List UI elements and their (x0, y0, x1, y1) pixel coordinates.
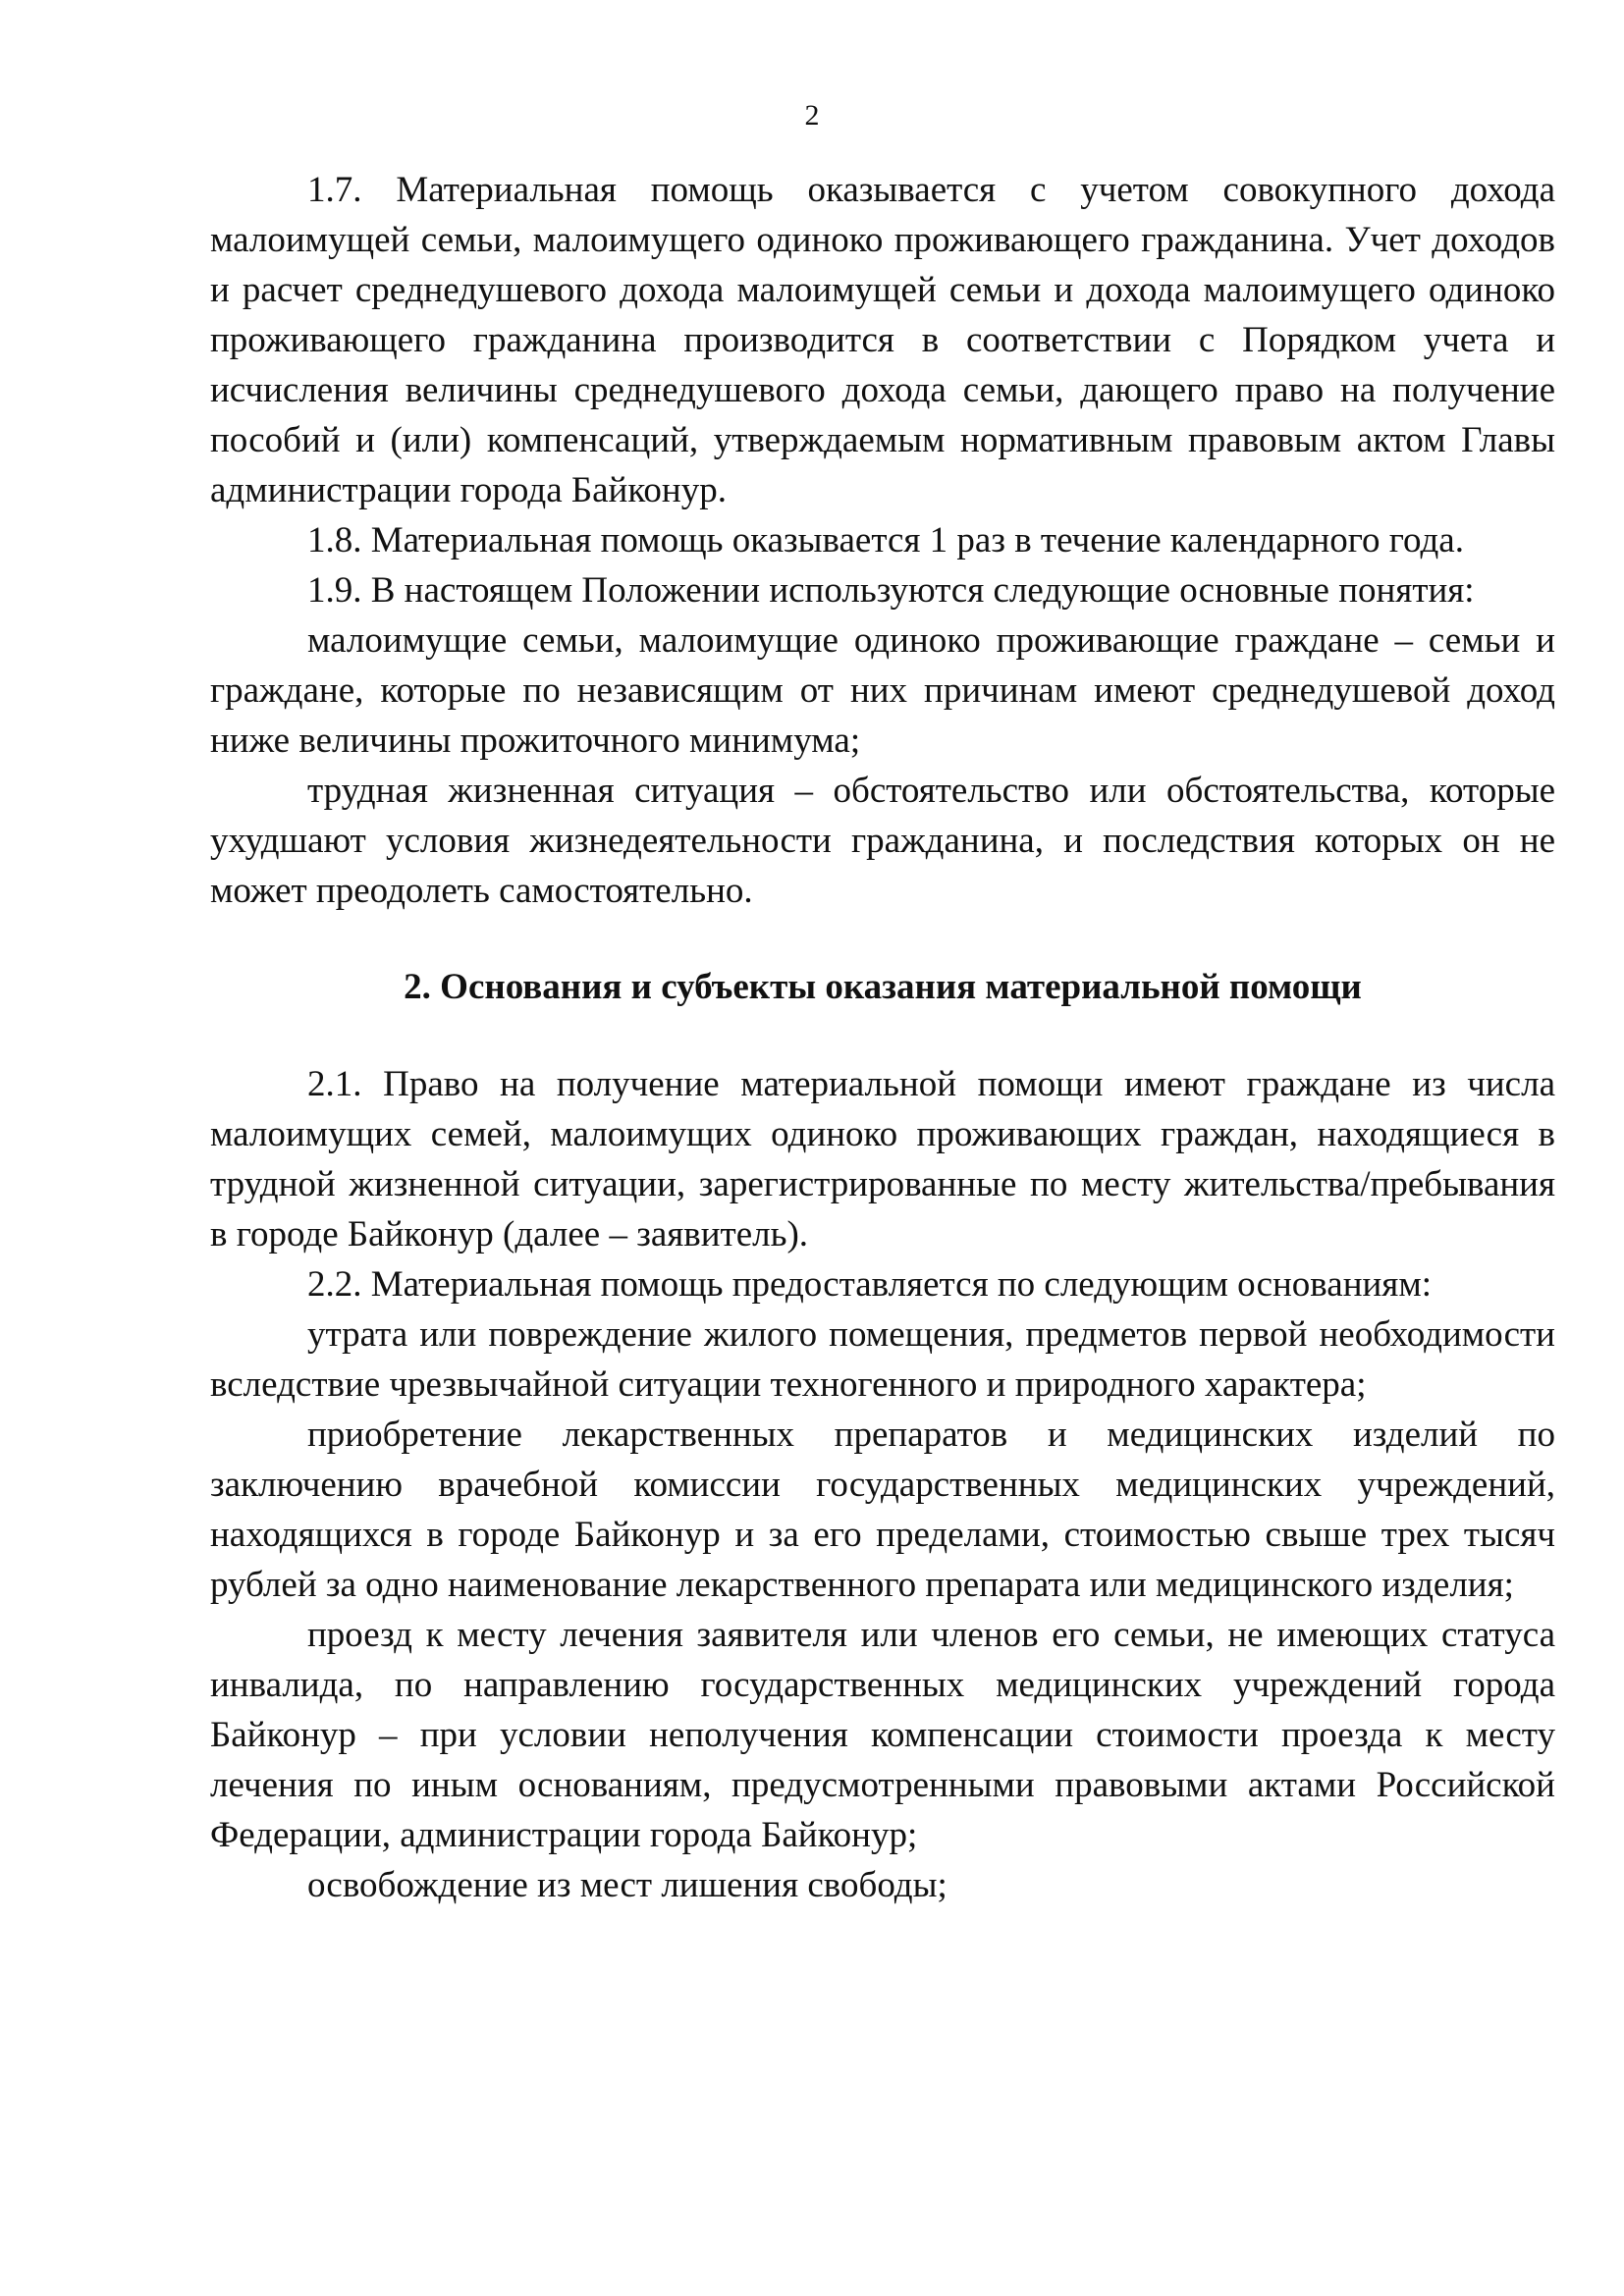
paragraph-1-9: 1.9. В настоящем Положении используются следующие основные понятия: (307, 570, 1475, 611)
paragraph-2-2: 2.2. Материальная помощь предоставляется по следующим основаниям: (307, 1264, 1433, 1305)
page-number: 2 (804, 99, 820, 132)
ground-travel-treatment: проезд к месту лечения заявителя или членов его семьи, не имеющих статуса инвалида, по направлению государственных медицинских учреждений города Байконур – при условии неполучения компенсации стоимости проезда к месту лечения по иным основаниям, предусмотренными правовыми актами Российской Федерации, администрации города Байконур; (210, 1615, 1555, 1855)
ground-release-from-prison: освобождение из мест лишения свободы; (307, 1865, 947, 1905)
document-body (210, 165, 1555, 1910)
definition-difficult-situation: трудная жизненная ситуация – обстоятельство или обстоятельства, которые ухудшают условия жизнедеятельности гражданина, и последствия которых он не может преодолеть самостоятельно. (210, 771, 1555, 911)
ground-housing-loss: утрата или повреждение жилого помещения, предметов первой необходимости вследствие чрезвычайной ситуации техногенного и природного характера; (210, 1314, 1555, 1405)
definition-low-income: малоимущие семьи, малоимущие одиноко проживающие граждане – семьи и граждане, которые по независящим от них причинам имеют среднедушевой доход ниже величины прожиточного минимума; (210, 620, 1555, 761)
paragraph-2-1: 2.1. Право на получение материальной помощи имеют граждане из числа малоимущих семей, малоимущих одиноко проживающих граждан, находящиеся в трудной жизненной ситуации, зарегистрированные по месту жительства/пребывания в городе Байконур (далее – заявитель). (210, 1064, 1555, 1255)
section-2-heading: 2. Основания и субъекты оказания материальной помощи (404, 967, 1362, 1007)
paragraph-1-7: 1.7. Материальная помощь оказывается с учетом совокупного дохода малоимущей семьи, малоимущего одиноко проживающего гражданина. Учет доходов и расчет среднедушевого дохода малоимущей семьи и дохода малоимущего одиноко проживающего гражданина производится в соответствии с Порядком учета и исчисления величины среднедушевого дохода семьи, дающего право на получение пособий и (или) компенсаций, утверждаемым нормативным правовым актом Главы администрации города Байконур. (210, 170, 1555, 510)
paragraph-1-8: 1.8. Материальная помощь оказывается 1 раз в течение календарного года. (307, 520, 1464, 561)
ground-medicines: приобретение лекарственных препаратов и медицинских изделий по заключению врачебной комиссии государственных медицинских учреждений, находящихся в городе Байконур и за его пределами, стоимостью свыше трех тысяч рублей за одно наименование лекарственного препарата или медицинского изделия; (210, 1415, 1555, 1605)
